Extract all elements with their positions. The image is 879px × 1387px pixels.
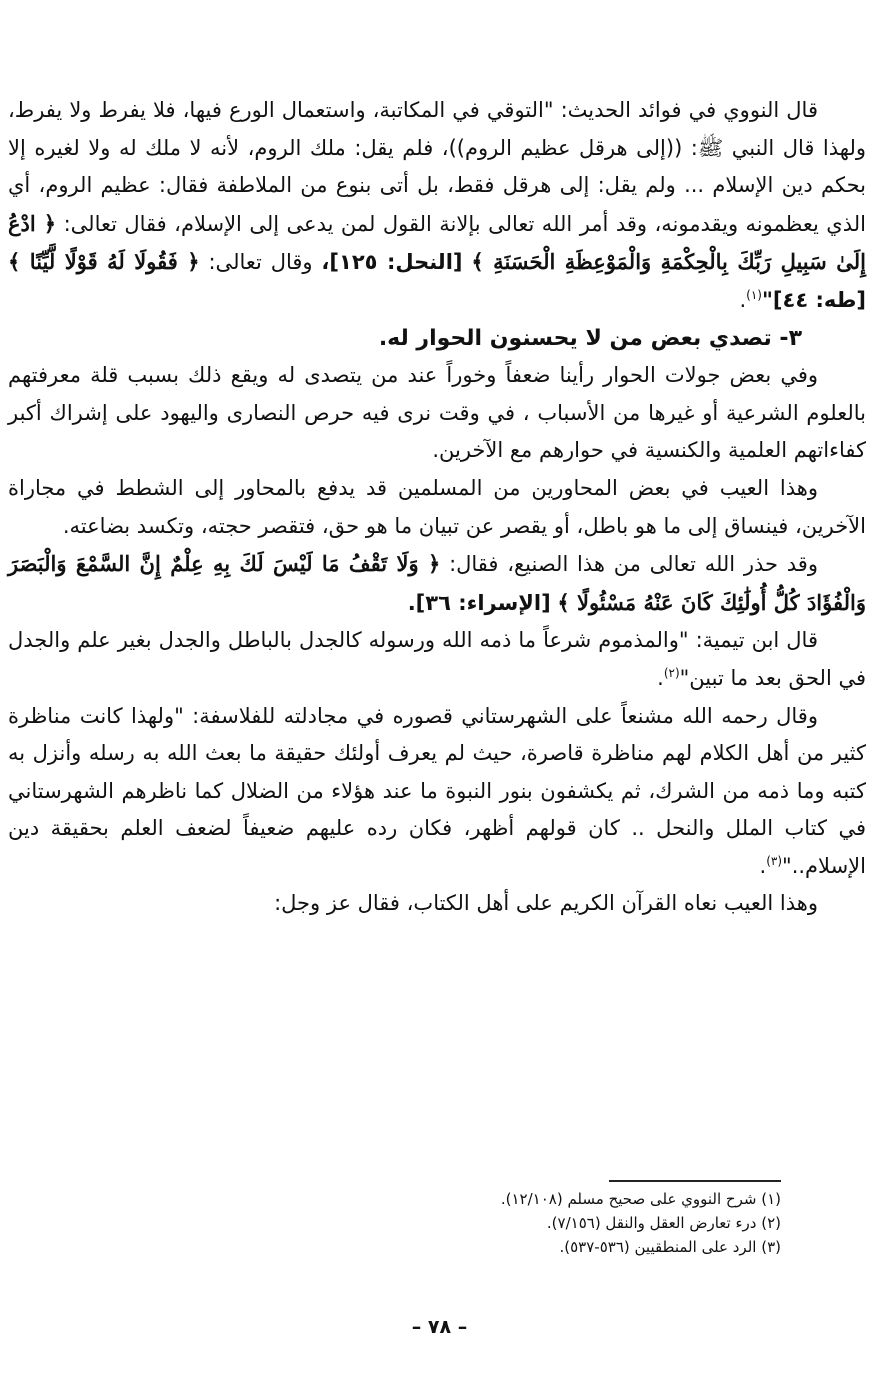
paragraph-closing: وهذا العيب نعاه القرآن الكريم على أهل الكتاب، فقال عز وجل:: [274, 891, 818, 916]
verse-reference-nahl: [النحل: ١٢٥]،: [321, 250, 463, 275]
paragraph-warning: [8, 545, 866, 622]
footnote-1: (١) شرح النووي على صحيح مسلم (١٢/١٠٨).: [500, 1190, 781, 1208]
paragraph-text: وقال رحمه الله مشنعاً على الشهرستاني قصوره في مجادلته للفلاسفة: "ولهذا كانت مناظرة كثير من أهل الكلام لهم مناظرة قاصرة، حيث لم يعرف أولئك حقيقة ما بعث الله به رسله وأنزل به كتبه وما ذمه من الشرك، ثم يكشفون بنور النبوة ما عند هؤلاء من الضلال كما ناظرهم الشهرستاني في كتاب الملل والنحل .. كان قولهم أظهر، فكان رده عليهم ضعيفاً لضعف العلم بحقيقة دين الإسلام..": [8, 703, 866, 878]
main-text: [8, 92, 866, 923]
sentence-end: .: [759, 853, 767, 878]
footnote-3: (٣) الرد على المنطقيين (٥٣٦-٥٣٧).: [559, 1238, 781, 1256]
paragraph-flaw: وهذا العيب في بعض المحاورين من المسلمين قد يدفع بالمحاور إلى الشطط في مجاراة الآخرين، فينساق إلى ما هو باطل، أو يقصر عن تبيان ما هو حق، فتقصر حجته، وتكسد بضاعته.: [8, 475, 866, 538]
quran-verse-nahl: ﴿ ادْعُ إِلَىٰ سَبِيلِ رَبِّكَ بِالْحِكْمَةِ وَالْمَوْعِظَةِ الْحَسَنَةِ ﴾: [8, 210, 866, 275]
quran-verse-isra: ﴿ وَلَا تَقْفُ مَا لَيْسَ لَكَ بِهِ عِلْمٌ إِنَّ السَّمْعَ وَالْبَصَرَ وَالْفُؤَادَ كُلُّ أُولَٰئِكَ كَانَ عَنْهُ مَسْئُولًا ﴾: [8, 551, 866, 615]
footnote-marker-2: (٢): [663, 665, 680, 680]
paragraph-shahrastani: [8, 698, 866, 886]
paragraph-text: وقد حذر الله تعالى من هذا الصنيع، فقال:: [449, 552, 818, 577]
footnotes: [181, 1187, 781, 1259]
section-heading: [8, 320, 866, 358]
footnote-marker-1: (١): [746, 287, 762, 302]
footnote-marker-3: (٣): [766, 853, 783, 868]
footnote-separator: [609, 1180, 781, 1182]
page-number: – ٧٨ –: [411, 1316, 468, 1338]
verse-reference-taha: [طه: ٤٤]": [761, 287, 866, 312]
paragraph-weakness: وفي بعض جولات الحوار رأينا ضعفاً وخوراً عند من يتصدى له ويقع ذلك بسبب قلة معرفتهم بالعلوم الشرعية أو غيرها من الأسباب ، في وقت نرى فيه حرص النصارى واليهود على إشراك أكبر كفاءاتهم العلمية والكنسية في حوارهم مع الآخرين.: [8, 363, 866, 463]
paragraph-nawawi-quote: قال النووي في فوائد الحديث: "التوقي في المكاتبة، واستعمال الورع فيها، فلا يفرط ولا يفرط، ولهذا قال النبي ﷺ: ((إلى هرقل عظيم الروم))، فلم يقل: ملك الروم، لأنه لا ملك له ولا لغيره إلا بحكم دين الإسلام ... ولم يقل: إلى هرقل فقط، بل أتى بنوع من الملاطفة فقال: عظيم الروم، أي الذي يعظمونه ويقدمونه، وقد أمر الله تعالى بإلانة القول لمن يدعى إلى الإسلام، فقال تعالى: ﴿ ادْعُ إِلَىٰ سَبِيلِ رَبِّكَ بِالْحِكْمَةِ وَالْمَوْعِظَةِ الْحَسَنَةِ ﴾ [النحل: ١٢٥]، وقال تعالى: ﴿ فَقُولَا لَهُ قَوْلًا لَّيِّنًا ﴾ [طه: ٤٤]"$^{(١)}$.: [8, 98, 866, 312]
paragraph-text: قال النووي في فوائد الحديث: "التوقي في المكاتبة، واستعمال الورع فيها، فلا يفرط ولا يفرط، ولهذا قال النبي ﷺ: ((إلى هرقل عظيم الروم))، فلم يقل: ملك الروم، لأنه لا ملك له ولا لغيره إلا بحكم دين الإسلام ... ولم يقل: إلى هرقل فقط، بل أتى بنوع من الملاطفة فقال: عظيم الروم، أي الذي يعظمونه ويقدمونه، وقد أمر الله تعالى بإلانة القول لمن يدعى إلى الإسلام، فقال تعالى:: [8, 98, 866, 236]
paragraph-text-continued: وقال تعالى:: [208, 250, 313, 275]
section-title: تصدي بعض من لا يحسنون الحوار له.: [378, 325, 772, 351]
paragraph-ibn-taymiyyah: [8, 622, 866, 697]
section-number: ٣-: [779, 325, 802, 351]
quran-verse-taha: ﴿ فَقُولَا لَهُ قَوْلًا لَّيِّنًا ﴾: [8, 249, 200, 275]
sentence-end: .: [657, 665, 664, 690]
paragraph-text: قال ابن تيمية: "والمذموم شرعاً ما ذمه الله ورسوله كالجدل بالباطل والجدل بغير علم والجدل في الحق بعد ما تبين": [8, 628, 866, 690]
footnote-2: (٢) درء تعارض العقل والنقل (٧/١٥٦).: [546, 1214, 781, 1232]
verse-reference-isra: [الإسراء: ٣٦].: [407, 590, 551, 615]
